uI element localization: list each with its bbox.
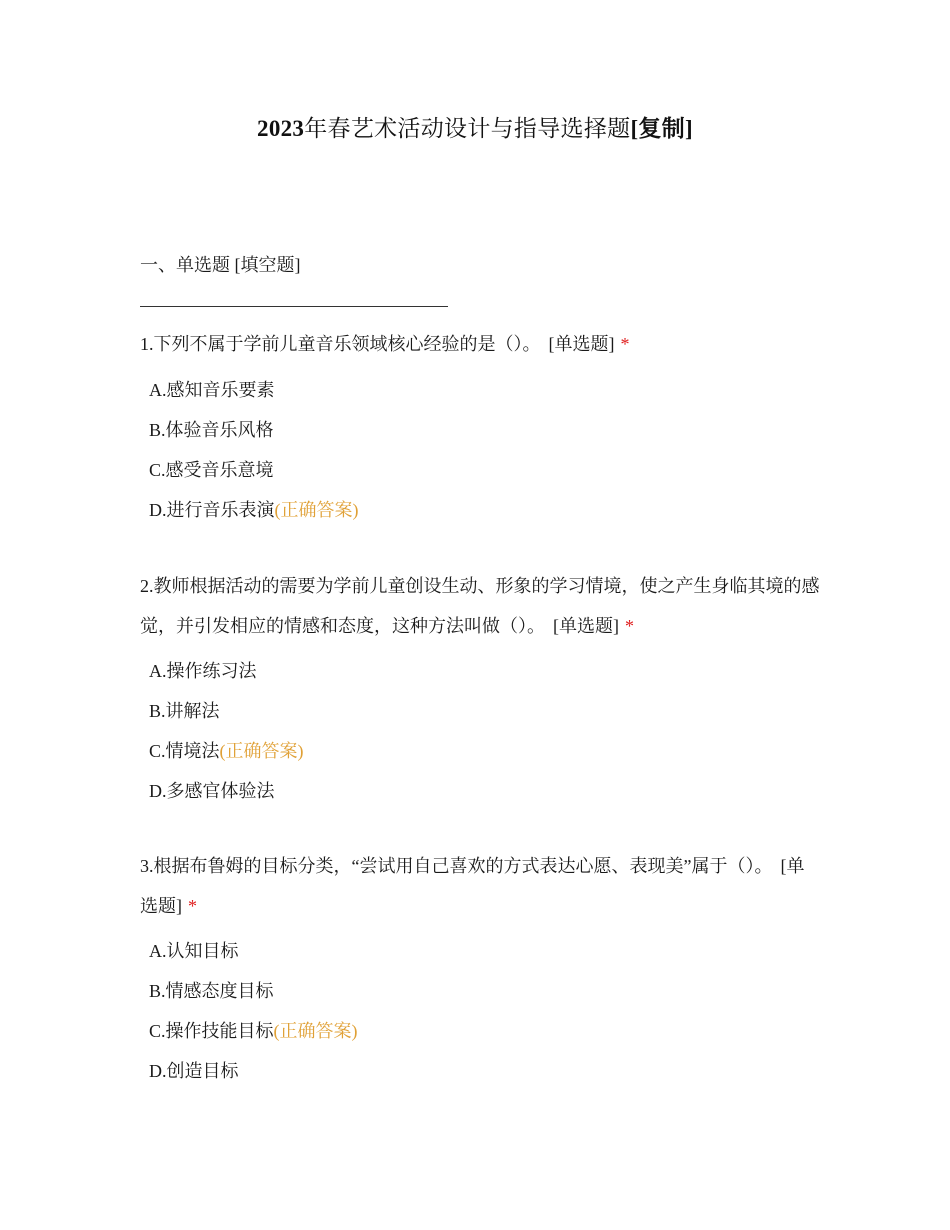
correct-answer-mark: (正确答案)	[273, 1021, 358, 1041]
option-a: A.感知音乐要素	[149, 380, 275, 400]
question-2-stem	[140, 566, 820, 646]
question-1-options	[140, 370, 820, 530]
option-d: D.创造目标	[149, 1061, 239, 1081]
question-1-stem	[140, 324, 820, 364]
option-b: B.情感态度目标	[149, 981, 274, 1001]
option-a: A.认知目标	[149, 941, 239, 961]
option-c: C.操作技能目标(正确答案)	[149, 1021, 358, 1041]
question-type: [单选题]	[140, 856, 805, 916]
question-1	[140, 324, 820, 530]
question-type: [单选题]	[553, 616, 619, 636]
correct-answer-mark: (正确答案)	[219, 741, 304, 761]
title-text: 年春艺术活动设计与指导选择题	[304, 116, 631, 141]
title-year: 2023	[257, 116, 305, 141]
question-3-options	[140, 931, 820, 1091]
question-text: 3.根据布鲁姆的目标分类，“尝试用自己喜欢的方式表达心愿、表现美”属于（）。	[140, 856, 773, 876]
question-text: 1.下列不属于学前儿童音乐领域核心经验的是（）。	[140, 334, 541, 354]
section-heading: 一、单选题 [填空题]	[140, 255, 301, 275]
correct-answer-mark: (正确答案)	[274, 500, 359, 520]
question-text: 2.教师根据活动的需要为学前儿童创设生动、形象的学习情境，使之产生身临其境的感觉，并引发相应的情感和态度，这种方法叫做（）。	[140, 576, 820, 636]
question-type: [单选题]	[548, 334, 615, 354]
option-c: C.感受音乐意境	[149, 460, 274, 480]
fill-blank-line	[140, 306, 448, 307]
option-c: C.情境法(正确答案)	[149, 741, 304, 761]
question-2-options	[140, 651, 820, 811]
option-b: B.讲解法	[149, 701, 220, 721]
question-3-stem	[140, 846, 820, 926]
title-suffix: [复制]	[630, 116, 693, 141]
question-2	[140, 566, 820, 811]
required-mark: *	[625, 616, 634, 636]
option-a: A.操作练习法	[149, 661, 257, 681]
option-b: B.体验音乐风格	[149, 420, 274, 440]
option-d: D.进行音乐表演(正确答案)	[149, 500, 359, 520]
option-d: D.多感官体验法	[149, 781, 275, 801]
question-3	[140, 846, 820, 1091]
document-title	[0, 110, 950, 143]
required-mark: *	[188, 896, 197, 916]
required-mark: *	[620, 334, 630, 354]
